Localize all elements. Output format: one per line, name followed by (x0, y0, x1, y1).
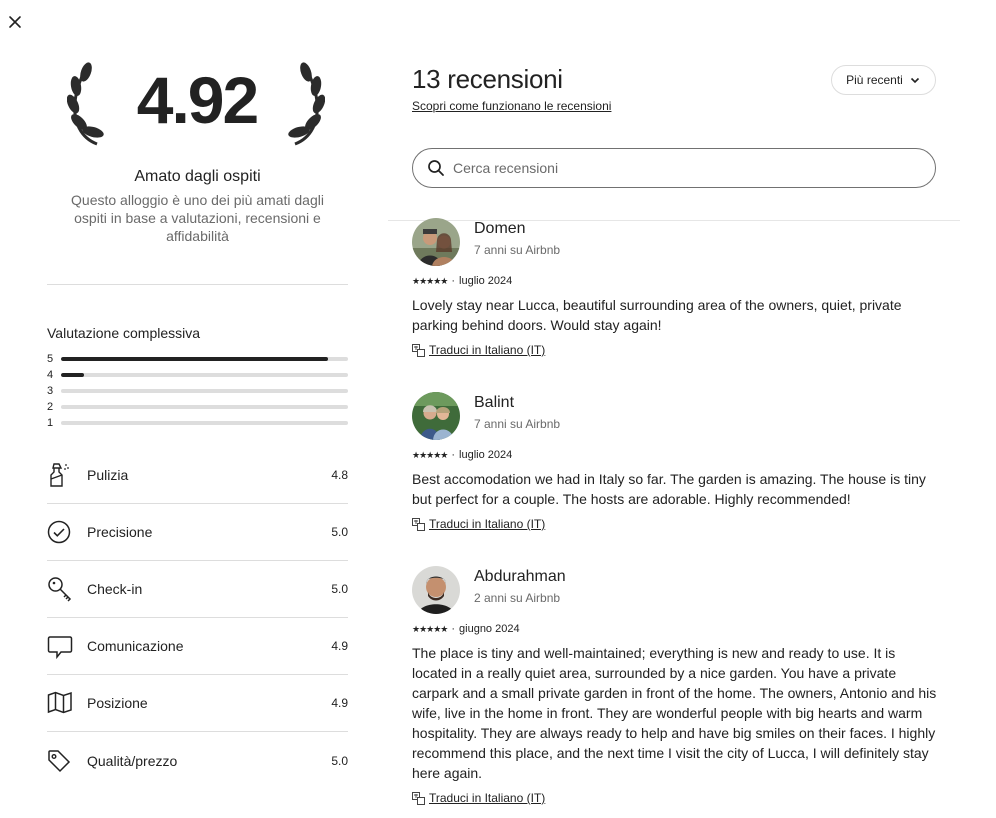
translate-link[interactable] (412, 791, 545, 805)
avatar[interactable] (412, 566, 460, 614)
rating-bar-track (61, 373, 348, 377)
spray-bottle-icon (47, 462, 71, 488)
map-icon (47, 691, 73, 715)
rating-bar-label: 2 (47, 401, 54, 413)
translate-icon (412, 518, 425, 531)
category-row-value (47, 732, 348, 789)
chevron-down-icon (909, 74, 921, 86)
badge-description: Questo alloggio è uno dei più amati dagli ospiti in base a valutazioni, recensioni e affidabilità (71, 192, 324, 244)
category-value: 5.0 (331, 753, 348, 768)
category-label: Pulizia (87, 467, 129, 483)
reviews-title: 13 recensioni (412, 64, 563, 94)
laurel-right-icon (277, 62, 325, 146)
meta-separator: · (451, 623, 456, 635)
rating-bar-row (47, 415, 348, 431)
translate-link[interactable] (412, 517, 545, 531)
translate-link[interactable] (412, 343, 545, 357)
review-text: The place is tiny and well-maintained; everything is new and ready to use. It is located in a really quiet area, surrounded by a nice garden. You have a private carpark and a small private garden in front of the home. The owners, Antonio and his wife, live in the home in front. They are wonderful people with big hearts and warm hospitality. They are always ready to help and have big smiles on their faces. I highly recommend this place, and the next time I visit the city of Lucca, I will definitely stay here again. (412, 645, 937, 781)
rating-bar-track (61, 405, 348, 409)
avatar[interactable] (412, 392, 460, 440)
chat-bubble-icon (47, 633, 73, 659)
search-icon (427, 159, 445, 177)
reviewer-name: Balint (474, 394, 515, 411)
close-button[interactable] (6, 13, 24, 31)
reviewer-tenure: 7 anni su Airbnb (474, 243, 561, 257)
meta-separator: · (451, 449, 456, 461)
rating-bar-row (47, 399, 348, 415)
review-text: Lovely stay near Lucca, beautiful surrounding area of the owners, quiet, private parking behind doors. Would stay again! (412, 297, 902, 333)
rating-bar-track (61, 357, 348, 361)
divider (47, 284, 348, 285)
review-meta (412, 623, 520, 635)
search-input[interactable] (453, 160, 893, 176)
rating-bar-label: 5 (47, 353, 54, 365)
translate-label: Traduci in Italiano (IT) (429, 343, 546, 357)
category-row-location (47, 675, 348, 732)
category-row-checkin (47, 561, 348, 618)
category-row-communication (47, 618, 348, 675)
star-rating: ★★★★★ (412, 449, 448, 460)
star-rating: ★★★★★ (412, 275, 448, 286)
review-meta (412, 449, 512, 461)
rating-bar-row (47, 367, 348, 383)
review-search (412, 148, 936, 188)
rating-bar-label: 3 (47, 385, 54, 397)
review-date: luglio 2024 (459, 275, 513, 287)
key-icon (47, 576, 73, 602)
review-date: giugno 2024 (459, 623, 520, 635)
translate-icon (412, 344, 425, 357)
category-value: 5.0 (331, 582, 348, 596)
category-label: Posizione (87, 695, 148, 711)
review-text: Best accomodation we had in Italy so far. The garden is amazing. The house is tiny but perfect for a couple. The hosts are adorable. Highly recommended! (412, 471, 926, 507)
translate-label: Traduci in Italiano (IT) (429, 517, 546, 531)
sort-label: Più recenti (846, 73, 903, 87)
reviewer-name: Domen (474, 220, 526, 237)
meta-separator: · (451, 275, 456, 287)
rating-bar-row (47, 351, 348, 367)
review-date: luglio 2024 (459, 449, 513, 461)
category-value: 4.8 (331, 468, 348, 482)
translate-label: Traduci in Italiano (IT) (429, 791, 546, 805)
category-value: 4.9 (331, 696, 348, 710)
check-circle-icon (47, 520, 71, 544)
reviewer-tenure: 2 anni su Airbnb (474, 591, 561, 605)
avatar[interactable] (412, 218, 460, 266)
review-meta (412, 275, 512, 287)
rating-bar-fill (61, 373, 84, 377)
review-item (412, 218, 942, 363)
category-label: Comunicazione (87, 638, 184, 654)
rating-bar-track (61, 389, 348, 393)
price-tag-icon (47, 749, 71, 773)
badge-title: Amato dagli ospiti (134, 168, 261, 185)
star-rating: ★★★★★ (412, 623, 448, 634)
rating-bar-label: 1 (47, 417, 54, 429)
score-badge (67, 60, 327, 150)
category-label: Qualità/prezzo (87, 752, 178, 769)
category-label: Check-in (87, 581, 143, 597)
category-row-cleanliness (47, 447, 348, 504)
category-ratings (47, 447, 348, 789)
rating-bar-track (61, 421, 348, 425)
close-icon (6, 13, 24, 31)
review-item (412, 566, 942, 811)
category-label: Precisione (87, 524, 153, 540)
reviewer-tenure: 7 anni su Airbnb (474, 417, 561, 431)
rating-bar-row (47, 383, 348, 399)
review-item (412, 392, 942, 537)
translate-icon (412, 792, 425, 805)
overall-score: 4.92 (136, 63, 258, 137)
category-value: 4.9 (331, 639, 348, 653)
category-row-accuracy (47, 504, 348, 561)
reviewer-name: Abdurahman (474, 568, 566, 585)
rating-distribution (47, 351, 348, 431)
rating-bar-label: 4 (47, 369, 54, 381)
sort-dropdown[interactable] (831, 65, 936, 95)
overall-rating-title: Valutazione complessiva (47, 325, 201, 341)
rating-bar-fill (61, 357, 328, 361)
how-reviews-work-link[interactable]: Scopri come funzionano le recensioni (412, 99, 612, 113)
category-value: 5.0 (331, 525, 348, 539)
